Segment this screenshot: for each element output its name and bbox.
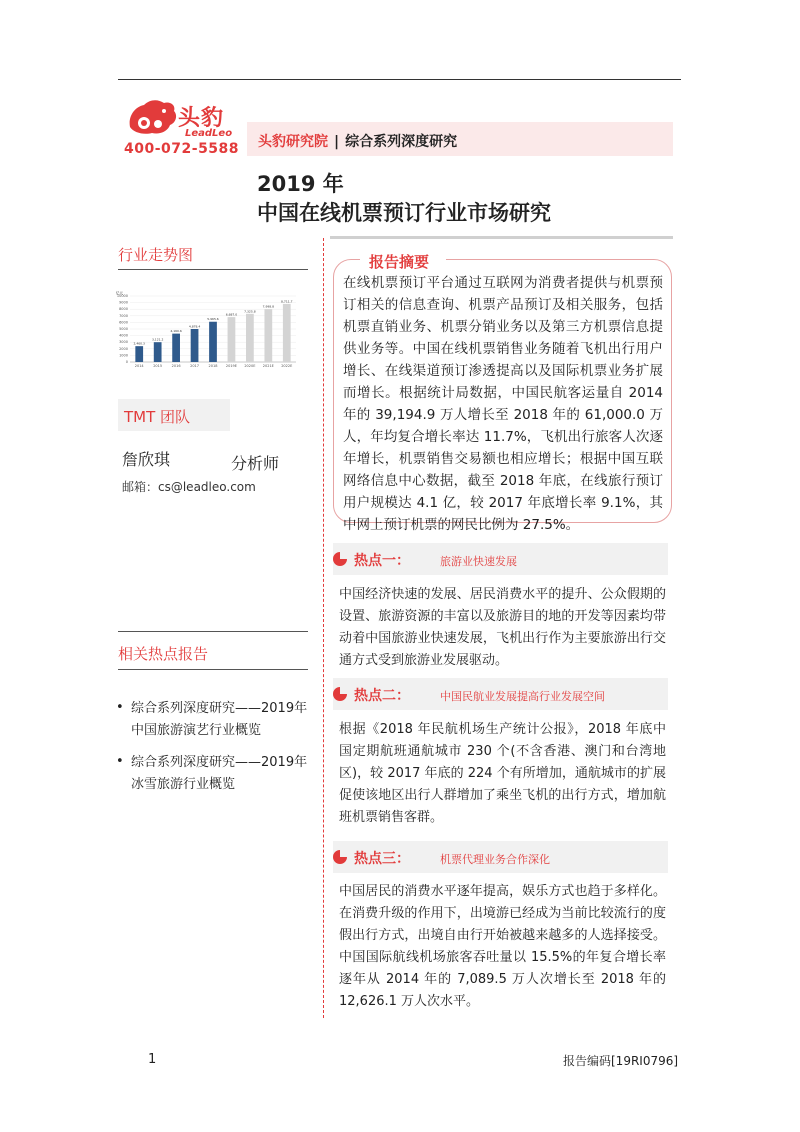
chart-data-label: 2,460.3: [133, 341, 145, 346]
chart-x-tick: 2020E: [244, 364, 256, 368]
chart-y-tick: 4000: [119, 333, 128, 338]
hotspot-subtitle: 机票代理业务合作深化: [440, 853, 550, 866]
chart-y-tick: 6000: [119, 320, 128, 325]
chart-bar: [135, 346, 143, 362]
chart-x-tick: 2022E: [281, 364, 293, 368]
chart-bar: [228, 317, 236, 362]
series-line: [258, 131, 457, 151]
chart-data-label: 8,711.7: [281, 299, 293, 304]
chart-y-tick: 8000: [119, 307, 128, 312]
chart-x-tick: 2017: [190, 364, 200, 368]
hotspot-marker-icon: [332, 686, 348, 702]
hotspot-text: 中国经济快速的发展、居民消费水平的提升、公众假期的设置、旅游资源的丰富以及旅游目的地的开发等因素均带动着中国旅游业快速发展，飞机出行作为主要旅游出行交通方式受到旅游业发展驱动。: [339, 587, 666, 668]
analyst-role: 分析师: [231, 454, 280, 473]
chart-y-tick: 10000: [116, 294, 128, 298]
report-title: 中国在线机票预订行业市场研究: [257, 201, 551, 225]
report-code: 报告编码[19RI0796]: [563, 1054, 679, 1068]
hotspot-marker-icon: [332, 551, 348, 567]
chart-y-tick: 3000: [119, 340, 128, 345]
chart-y-tick: 0: [125, 360, 128, 364]
hotspot-label: 热点一：: [354, 553, 410, 569]
column-divider: [323, 238, 324, 1018]
logo-subtext: LeadLeo: [185, 128, 233, 139]
chart-y-tick: 9000: [119, 300, 128, 305]
top-rule: [118, 79, 681, 80]
logo-text: 头豹: [178, 106, 225, 131]
bullet-dot-icon: •: [116, 700, 124, 715]
hotspot-subtitle: 中国民航业发展提高行业发展空间: [440, 690, 605, 703]
chart-bar: [172, 334, 180, 362]
chart-x-tick: 2016: [171, 364, 181, 368]
chart-data-label: 3,121.2: [151, 337, 164, 342]
chart-x-tick: 2018: [208, 364, 218, 368]
chart-y-tick: 7000: [119, 313, 128, 318]
leopard-logo-icon: [124, 97, 180, 137]
hotspot-text: 根据《2018 年民航机场生产统计公报》，2018 年底中国定期航班通航城市 230 个(不含香港、澳门和台湾地区)，较 2017 年底的 224 个有所增加，通航城市的扩展促使该地区出行人群增加了乘坐飞机的出行方式，增加航班机票销售客群。: [339, 722, 666, 825]
chart-x-tick: 2019E: [225, 364, 238, 368]
chart-bar: [154, 342, 162, 362]
chart-data-label: 7,325.8: [244, 309, 256, 314]
series-name: 综合系列深度研究: [345, 134, 458, 150]
related-heading: 相关热点报告: [118, 645, 209, 663]
chart-x-tick: 2015: [153, 364, 163, 368]
page-number: 1: [148, 1052, 157, 1067]
chart-data-label: 5,965.6: [207, 317, 219, 322]
chart-bar: [191, 329, 199, 362]
chart-bar: [264, 309, 272, 362]
chart-data-label: 7,998.8: [262, 304, 275, 309]
chart-y-tick: 2000: [119, 346, 128, 351]
phone-number: 400-072-5588: [124, 141, 240, 157]
chart-x-tick: 2021E: [262, 364, 274, 368]
chart-y-tick: 1000: [119, 353, 128, 358]
chart-data-label: 6,687.0: [225, 312, 238, 317]
chart-y-tick: 5000: [119, 327, 128, 331]
series-separator: |: [334, 134, 340, 150]
title-underline: [330, 236, 673, 239]
analyst-name: 詹欣琪: [122, 450, 171, 469]
institute-name: 头豹研究院: [258, 134, 328, 150]
hotspot-subtitle: 旅游业快速发展: [440, 555, 517, 568]
hotspot-label: 热点二：: [354, 688, 410, 704]
report-title-year: 2019 年: [257, 172, 344, 196]
chart-bar: [209, 322, 217, 362]
team-heading: TMT 团队: [124, 408, 191, 426]
trend-heading: 行业走势图: [118, 246, 194, 264]
related-rule-bottom: [118, 669, 308, 670]
related-report-link[interactable]: 综合系列深度研究——2019年冰雪旅游行业概览: [131, 755, 308, 792]
related-report-link[interactable]: 综合系列深度研究——2019年中国旅游演艺行业概览: [131, 701, 308, 738]
analyst-email[interactable]: 邮箱：cs@leadleo.com: [122, 480, 256, 494]
chart-bars: [133, 299, 292, 368]
chart-bar: [283, 304, 291, 362]
related-rule-top: [118, 631, 308, 632]
summary-text: 在线机票预订平台通过互联网为消费者提供与机票预订相关的信息查询、机票产品预订及相关服务，包括机票直销业务、机票分销业务以及第三方机票信息提供业务等。中国在线机票销售业务随着飞机出行用户增长、在线渠道预订渗透提高以及国际机票业务扩展而增长。根据统计局数据，中国民航客运量自 2014 年的 39,194.9 万人增长至 2018 年的 61,000.0 万人，年均复合增长率达 11.7%，飞机出行旅客人次逐年增长，机票销售交易额也相应增长；根据中国互联网络信息中心数据，截至 2018 年底，在线旅行预订用户规模达 4.1 亿，较 2017 年底增长率 9.1%，其中网上预订机票的网民比例为 27.5%。: [343, 275, 663, 533]
trend-chart: [116, 288, 298, 368]
trend-rule: [118, 269, 308, 270]
chart-unit-label: 亿元: [116, 291, 123, 295]
chart-data-label: 4,878.4: [188, 324, 201, 329]
chart-data-label: 4,160.6: [170, 329, 182, 334]
chart-x-tick: 2014: [134, 364, 144, 368]
bullet-dot-icon: •: [116, 754, 124, 769]
hotspot-label: 热点三：: [354, 851, 410, 867]
summary-label: 报告摘要: [369, 253, 430, 271]
chart-bar: [246, 314, 254, 362]
hotspot-text: 中国居民的消费水平逐年提高，娱乐方式也趋于多样化。在消费升级的作用下，出境游已经成为当前比较流行的度假出行方式，出境自由行开始被越来越多的人选择接受。中国国际航线机场旅客吞吐量以 15.5%的年复合增长率逐年从 2014 年的 7,089.5 万人次增长至 2018 年的 12,626.1 万人次水平。: [339, 884, 666, 1009]
hotspot-marker-icon: [332, 849, 348, 865]
